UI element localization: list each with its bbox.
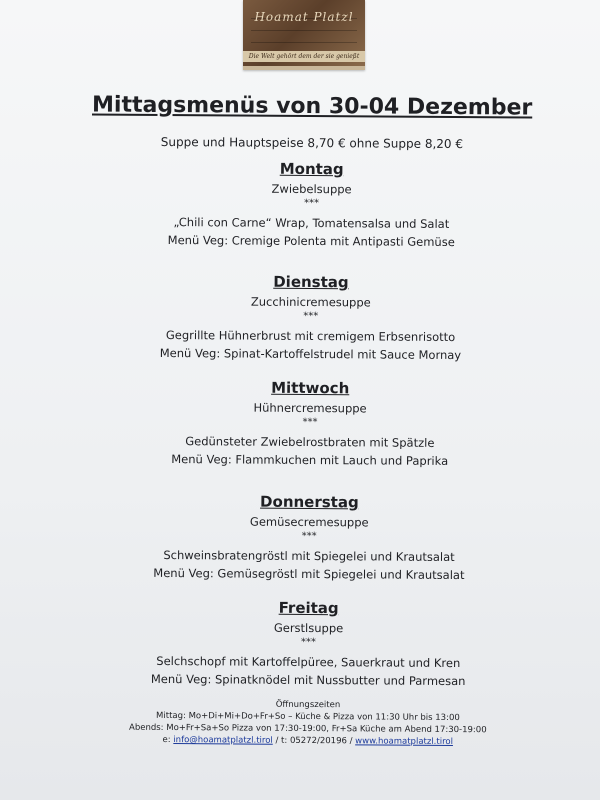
logo-tagline: Die Welt gehört dem der sie genießt: [243, 51, 365, 62]
main-dish: Gedünsteter Zwiebelrostbraten mit Spätzle: [185, 434, 435, 450]
veg-dish: Menü Veg: Flammkuchen mit Lauch und Paprika: [171, 452, 449, 468]
veg-dish: Menü Veg: Spinatknödel mit Nussbutter und Parmesan: [150, 671, 466, 689]
separator: ***: [303, 197, 320, 210]
day-tuesday: [80, 270, 541, 364]
main-dish: Gegrillte Hühnerbrust mit cremigem Erbsenrisotto: [165, 327, 456, 345]
separator: ***: [301, 530, 317, 543]
separator: ***: [303, 310, 319, 323]
soup-item: Gerstlsuppe: [273, 620, 344, 636]
day-thursday: [79, 490, 540, 584]
opening-hours: [78, 697, 538, 748]
main-dish: Selchschopf mit Kartoffelpüree, Sauerkraut und Kren: [156, 653, 461, 671]
day-monday: [81, 157, 542, 251]
main-dish: „Chili con Carne“ Wrap, Tomatensalsa und Salat: [173, 215, 450, 231]
day-friday: [78, 596, 539, 690]
soup-item: Hühnercremesuppe: [253, 400, 367, 416]
separator: ***: [300, 636, 316, 649]
opening-hours-heading: Öffnungszeiten: [275, 699, 341, 711]
logo-name: Hoamat Platzl: [254, 10, 354, 24]
day-heading: Donnerstag: [260, 492, 359, 512]
soup-item: Zwiebelsuppe: [271, 181, 352, 197]
evening-hours: Abends: Mo+Fr+Sa+So Pizza von 17:30-19:00, Fr+Sa Küche am Abend 17:30-19:00: [128, 722, 487, 736]
website-link[interactable]: www.hoamatplatzl.tirol: [355, 736, 454, 748]
restaurant-logo: [243, 0, 365, 70]
email-prefix: e:: [162, 734, 174, 746]
midday-hours: Mittag: Mo+Di+Mi+Do+Fr+So – Küche & Pizza von 11:30 Uhr bis 13:00: [156, 710, 460, 724]
veg-dish: Menü Veg: Cremige Polenta mit Antipasti Gemüse: [167, 233, 455, 250]
soup-item: Gemüsecremesuppe: [249, 514, 369, 530]
soup-item: Zucchinicremesuppe: [250, 294, 371, 310]
veg-dish: Menü Veg: Gemüsegröstl mit Spiegelei und Krautsalat: [153, 565, 465, 583]
menu-content: [78, 90, 543, 748]
phone-text: / t: 05272/20196 /: [272, 735, 356, 747]
separator: ***: [302, 416, 318, 429]
veg-dish: Menü Veg: Spinat-Kartoffelstrudel mit Sauce Mornay: [159, 345, 462, 363]
day-wednesday: [80, 376, 541, 470]
day-heading: Dienstag: [273, 272, 349, 292]
main-dish: Schweinsbratengröstl mit Spiegelei und Krautsalat: [163, 547, 455, 565]
page-title: Mittagsmenüs von 30-04 Dezember: [91, 92, 533, 121]
day-heading: Mittwoch: [271, 378, 350, 398]
email-link[interactable]: info@hoamatplatzl.tirol: [173, 735, 273, 746]
price-line: Suppe und Hauptspeise 8,70 € ohne Suppe 8,20 €: [160, 134, 464, 152]
day-heading: Montag: [279, 159, 344, 179]
day-heading: Freitag: [278, 598, 339, 618]
